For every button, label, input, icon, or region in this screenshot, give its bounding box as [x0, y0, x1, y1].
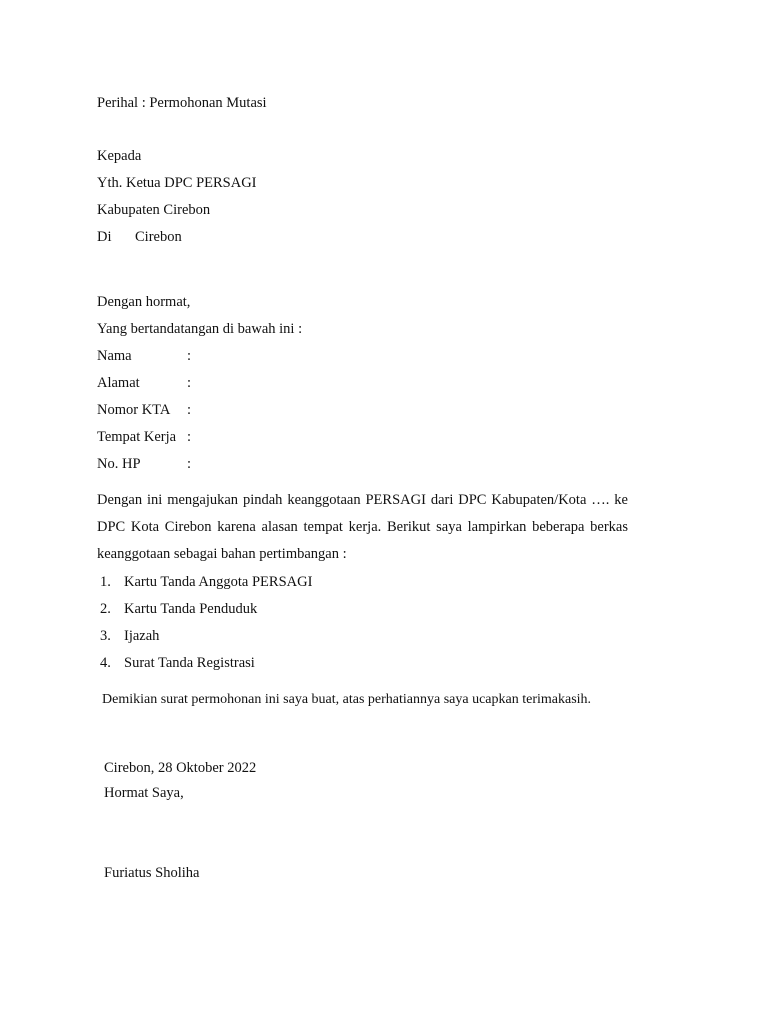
intro-line: Yang bertandatangan di bawah ini : — [97, 321, 303, 337]
field-label: Nomor KTA — [97, 402, 171, 418]
field-row-address — [97, 374, 191, 392]
field-colon: : — [187, 348, 192, 364]
field-colon: : — [187, 375, 192, 391]
recipient-at-label: Di — [97, 229, 112, 245]
list-item — [100, 573, 312, 600]
attachment-list — [100, 573, 312, 681]
greeting: Dengan hormat, — [97, 294, 191, 310]
recipient-to: Kepada — [97, 148, 142, 164]
recipient-name: Yth. Ketua DPC PERSAGI — [97, 175, 257, 191]
field-label: Tempat Kerja — [97, 429, 177, 445]
body-paragraph: Dengan ini mengajukan pindah keanggotaan PERSAGI dari DPC Kabupaten/Kota …. ke DPC Kota Cirebon karena alasan tempat kerja. Berikut saya lampirkan beberapa berkas keanggotaan sebagai bahan pertimbangan : — [97, 492, 628, 562]
field-row-phone — [97, 455, 191, 473]
list-item — [100, 627, 312, 654]
signer-name: Furiatus Sholiha — [104, 865, 200, 881]
list-item — [100, 654, 312, 681]
subject-line: Perihal : Permohonan Mutasi — [97, 95, 267, 111]
field-row-kta — [97, 401, 191, 419]
closing-sentence: Demikian surat permohonan ini saya buat, atas perhatiannya saya ucapkan terimakasih. — [102, 692, 592, 707]
field-label: No. HP — [97, 456, 141, 472]
list-item-text: Surat Tanda Registrasi — [124, 655, 255, 671]
field-row-name — [97, 347, 191, 365]
regards: Hormat Saya, — [104, 785, 184, 801]
field-label: Nama — [97, 348, 132, 364]
field-colon: : — [187, 429, 192, 445]
list-item — [100, 600, 312, 627]
field-row-workplace — [97, 428, 191, 446]
place-date: Cirebon, 28 Oktober 2022 — [104, 760, 257, 776]
field-colon: : — [187, 402, 192, 418]
recipient-region: Kabupaten Cirebon — [97, 202, 211, 218]
field-label: Alamat — [97, 375, 140, 391]
list-item-text: Kartu Tanda Anggota PERSAGI — [124, 574, 313, 590]
recipient-at — [97, 228, 182, 246]
list-item-text: Ijazah — [124, 628, 160, 644]
recipient-at-city: Cirebon — [135, 229, 182, 245]
list-item-number: 1. — [100, 574, 111, 590]
list-item-text: Kartu Tanda Penduduk — [124, 601, 258, 617]
list-item-number: 4. — [100, 655, 111, 671]
list-item-number: 3. — [100, 628, 111, 644]
field-colon: : — [187, 456, 192, 472]
list-item-number: 2. — [100, 601, 111, 617]
